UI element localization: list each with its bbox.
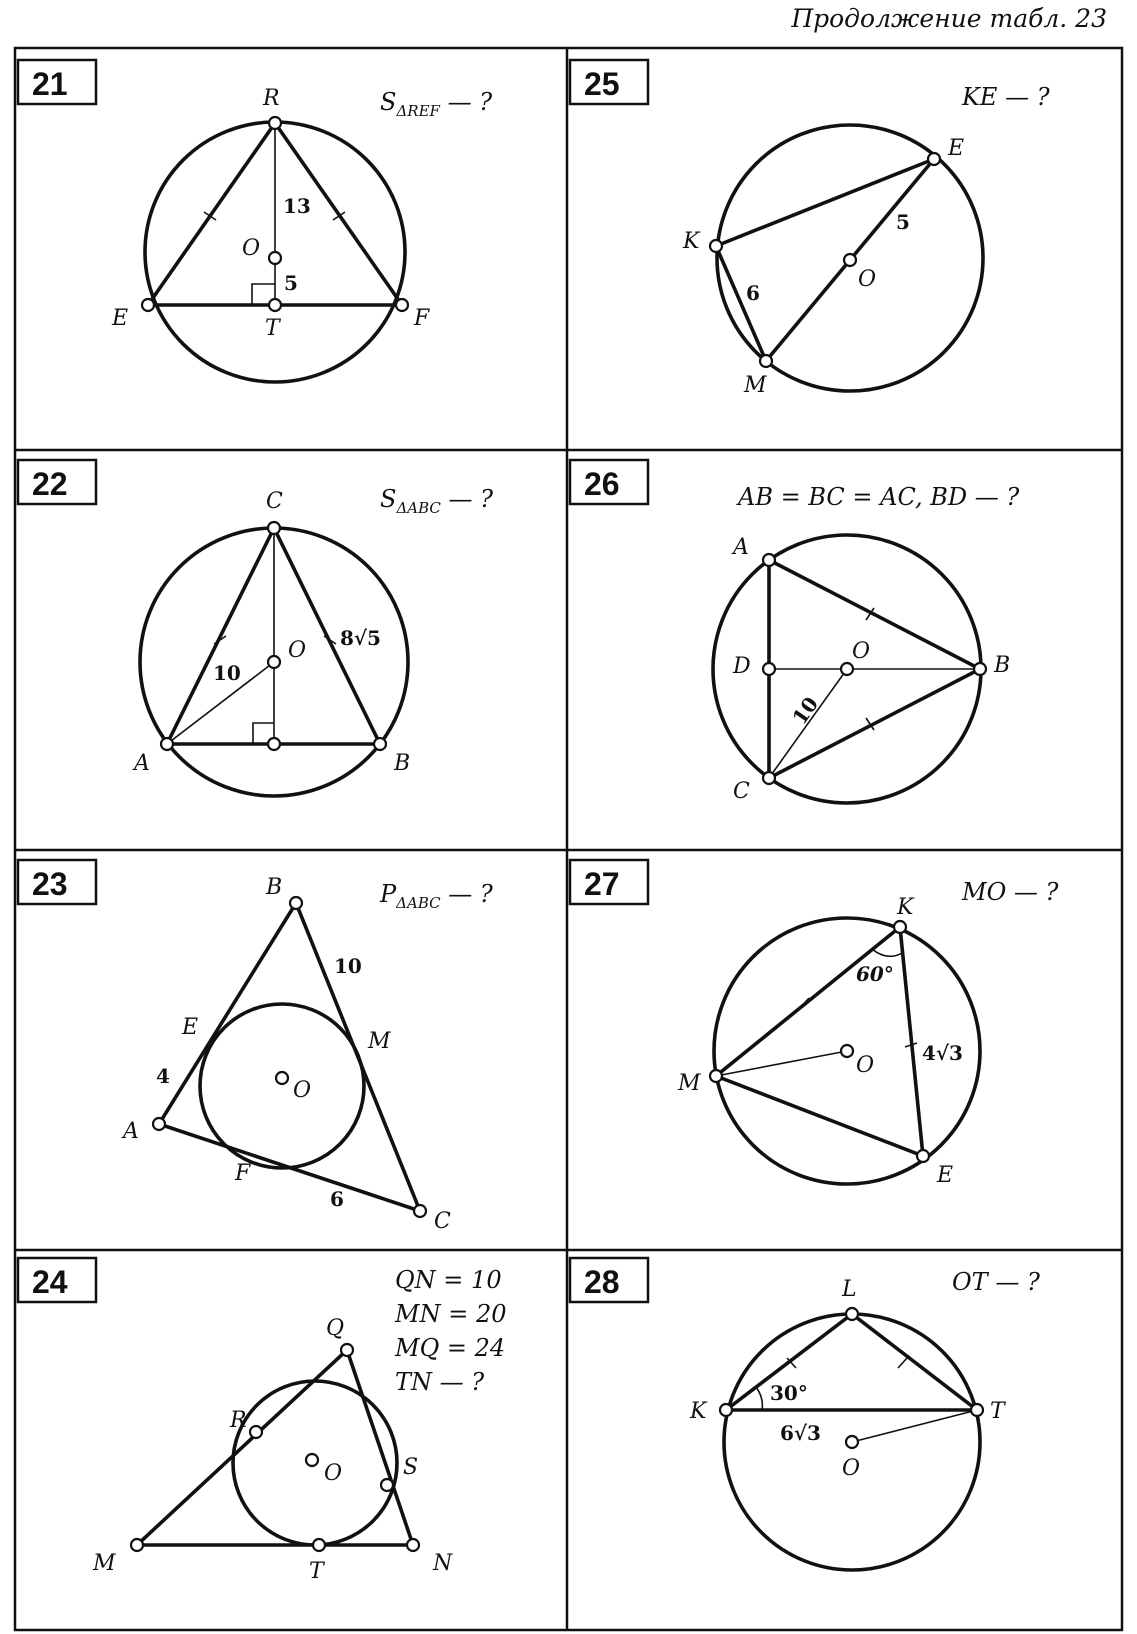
problem-number: 24 <box>32 1264 68 1300</box>
point-H <box>268 738 280 750</box>
triangle-MNQ <box>137 1350 413 1545</box>
value-CB: 8√5 <box>340 626 381 650</box>
label-D: D <box>733 654 751 679</box>
point-E <box>928 153 940 165</box>
condition-TN: TN — ? <box>395 1368 485 1396</box>
question-text: SΔREF — ? <box>380 88 493 120</box>
value-KM: 6 <box>746 281 760 305</box>
label-M: M <box>368 1029 391 1054</box>
question-text: OT — ? <box>952 1268 1040 1296</box>
label-C: C <box>733 779 750 804</box>
label-O: O <box>856 1053 875 1078</box>
label-O: O <box>842 1456 861 1481</box>
point-A <box>161 738 173 750</box>
value-KT: 6√3 <box>780 1421 821 1445</box>
condition-MN: MN = 20 <box>395 1300 507 1328</box>
point-O <box>306 1454 318 1466</box>
point-O <box>268 656 280 668</box>
point-K <box>720 1404 732 1416</box>
label-M: M <box>93 1551 116 1576</box>
value-RO: 13 <box>283 194 311 218</box>
label-E: E <box>937 1163 954 1188</box>
point-O <box>841 663 853 675</box>
triangle-KLT <box>726 1314 977 1410</box>
point-K <box>894 921 906 933</box>
question-text: PΔABC — ? <box>380 880 493 912</box>
label-A: A <box>123 1119 139 1144</box>
point-Q <box>341 1344 353 1356</box>
label-K: K <box>897 895 914 920</box>
label-S: S <box>403 1455 419 1480</box>
point-D <box>763 663 775 675</box>
label-E: E <box>182 1015 199 1040</box>
point-M <box>131 1539 143 1551</box>
problem-number: 28 <box>584 1264 620 1300</box>
label-K: K <box>690 1399 707 1424</box>
question-text: KE — ? <box>962 83 1050 111</box>
point-M <box>760 355 772 367</box>
point-R <box>269 117 281 129</box>
label-M: M <box>744 373 767 398</box>
point-O <box>844 254 856 266</box>
panel-22 <box>18 460 493 796</box>
label-B: B <box>394 751 411 776</box>
incircle <box>200 1004 364 1168</box>
label-L: L <box>842 1277 857 1302</box>
point-B <box>374 738 386 750</box>
label-T: T <box>990 1399 1005 1424</box>
point-B <box>974 663 986 675</box>
radius-MO <box>716 1051 847 1076</box>
label-O: O <box>288 638 307 663</box>
question-text: MO — ? <box>962 878 1059 906</box>
point-C <box>268 522 280 534</box>
label-O: O <box>324 1461 343 1486</box>
triangle-ABC <box>159 903 420 1211</box>
label-C: C <box>434 1209 451 1234</box>
label-O: O <box>858 267 877 292</box>
value-OE: 5 <box>896 210 910 234</box>
label-E: E <box>948 136 965 161</box>
label-K: K <box>683 229 700 254</box>
point-O <box>846 1436 858 1448</box>
point-B <box>290 897 302 909</box>
panel-24 <box>18 1258 506 1584</box>
point-O <box>276 1072 288 1084</box>
radius-OT <box>852 1410 977 1442</box>
value-AO: 10 <box>213 661 241 685</box>
label-Q: Q <box>326 1316 345 1341</box>
value-OT: 5 <box>284 271 298 295</box>
point-R <box>250 1426 262 1438</box>
point-O <box>269 252 281 264</box>
point-T <box>269 299 281 311</box>
angle-arc-K <box>756 1387 762 1410</box>
label-O: O <box>852 639 871 664</box>
table-continuation-title: Продолжение табл. 23 <box>791 4 1107 33</box>
label-T: T <box>309 1559 324 1584</box>
value-angle-K: 30° <box>770 1381 808 1405</box>
label-T: T <box>265 316 280 341</box>
point-A <box>763 554 775 566</box>
problem-number: 27 <box>584 866 620 902</box>
point-C <box>763 772 775 784</box>
problem-number: 23 <box>32 866 68 902</box>
label-C: C <box>266 489 283 514</box>
label-R: R <box>230 1408 247 1433</box>
point-M <box>710 1070 722 1082</box>
label-E: E <box>112 306 129 331</box>
problem-number: 22 <box>32 466 68 502</box>
problem-number: 25 <box>584 66 620 102</box>
value-BM: 10 <box>334 954 362 978</box>
label-A: A <box>134 751 150 776</box>
panel-21 <box>18 60 492 382</box>
point-O <box>841 1045 853 1057</box>
point-S <box>381 1479 393 1491</box>
value-FC: 6 <box>330 1187 344 1211</box>
label-F: F <box>414 306 430 331</box>
panel-23 <box>18 860 493 1234</box>
point-C <box>414 1205 426 1217</box>
panel-25 <box>570 60 1050 398</box>
point-K <box>710 240 722 252</box>
problem-number: 26 <box>584 466 620 502</box>
panel-26 <box>570 460 1019 804</box>
point-N <box>407 1539 419 1551</box>
condition-QN: QN = 10 <box>395 1266 502 1294</box>
label-O: O <box>242 236 261 261</box>
label-B: B <box>994 653 1011 678</box>
tick-mark-LT <box>898 1358 907 1368</box>
label-B: B <box>266 875 283 900</box>
angle-arc-K <box>872 949 904 956</box>
label-R: R <box>263 86 280 111</box>
label-N: N <box>433 1551 453 1576</box>
point-E <box>142 299 154 311</box>
point-T <box>971 1404 983 1416</box>
label-F: F <box>235 1161 251 1186</box>
label-O: O <box>293 1078 312 1103</box>
question-text: AB = BC = AC, BD — ? <box>738 483 1020 511</box>
panel-27 <box>570 860 1059 1188</box>
problem-number: 21 <box>32 66 68 102</box>
question-text: SΔABC — ? <box>380 485 494 517</box>
point-E <box>917 1150 929 1162</box>
point-F <box>396 299 408 311</box>
panel-28 <box>570 1258 1040 1570</box>
value-OC: 10 <box>787 692 824 729</box>
point-L <box>846 1308 858 1320</box>
label-A: A <box>733 535 749 560</box>
point-A <box>153 1118 165 1130</box>
value-angle-K: 60° <box>856 962 894 986</box>
condition-MQ: MQ = 24 <box>395 1334 506 1362</box>
point-T <box>313 1539 325 1551</box>
value-AE: 4 <box>156 1064 170 1088</box>
label-M: M <box>678 1071 701 1096</box>
value-KE: 4√3 <box>922 1041 963 1065</box>
